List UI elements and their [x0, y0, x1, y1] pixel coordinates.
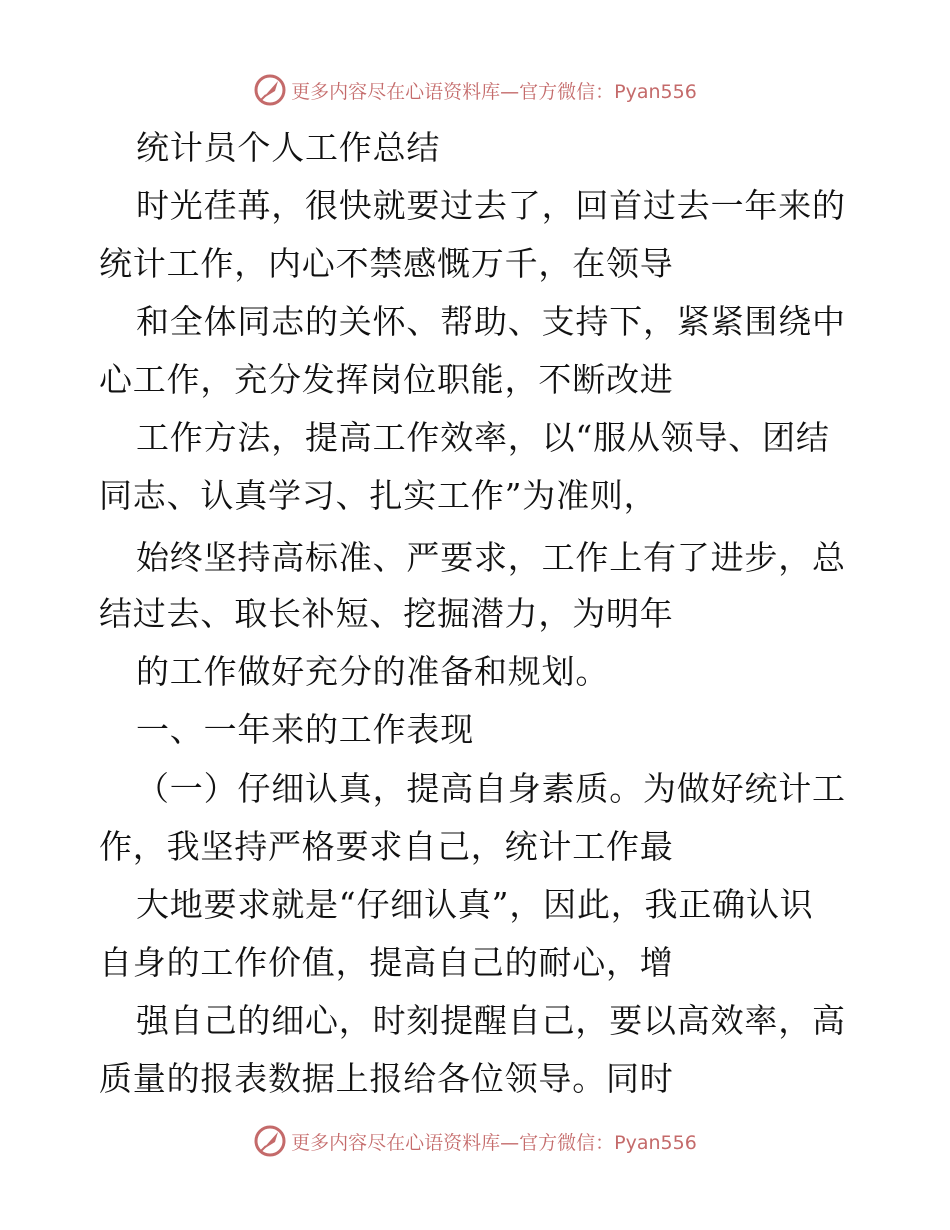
body-line: 心工作，充分发挥岗位职能，不断改进 [99, 360, 674, 399]
body-line: 的工作做好充分的准备和规划。 [136, 652, 610, 691]
body-line: 结过去、取长补短、挖掘潜力，为明年 [99, 594, 674, 633]
body-line: 时光荏苒，很快就要过去了，回首过去一年来的 [136, 186, 846, 225]
subsection-heading: （一）仔细认真，提高自身素质。为做好统计工 [136, 769, 846, 808]
watermark-header [0, 70, 950, 110]
body-line: 质量的报表数据上报给各位领导。同时 [99, 1059, 674, 1098]
body-line: 自身的工作价值，提高自己的耐心，增 [99, 943, 674, 982]
feather-seal-icon [253, 1124, 287, 1158]
body-line: 始终坚持高标准、严要求，工作上有了进步，总 [136, 538, 846, 577]
body-line: 同志、认真学习、扎实工作”为准则， [99, 476, 658, 515]
watermark-text: 更多内容尽在心语资料库—官方微信：Pyan556 [291, 80, 697, 103]
body-line: 强自己的细心，时刻提醒自己，要以高效率，高 [136, 1001, 846, 1040]
body-line: 作，我坚持严格要求自己，统计工作最 [99, 827, 674, 866]
body-line: 统计工作，内心不禁感慨万千，在领导 [99, 244, 674, 283]
body-line: 大地要求就是“仔细认真”，因此，我正确认识 [136, 885, 814, 924]
feather-seal-icon [253, 73, 287, 107]
watermark-text: 更多内容尽在心语资料库—官方微信：Pyan556 [291, 1131, 697, 1154]
body-line: 工作方法，提高工作效率，以“服从领导、团结 [136, 418, 830, 457]
section-heading: 一、一年来的工作表现 [136, 710, 474, 749]
document-title: 统计员个人工作总结 [136, 128, 441, 167]
body-line: 和全体同志的关怀、帮助、支持下，紧紧围绕中 [136, 302, 846, 341]
watermark-footer [0, 1121, 950, 1161]
